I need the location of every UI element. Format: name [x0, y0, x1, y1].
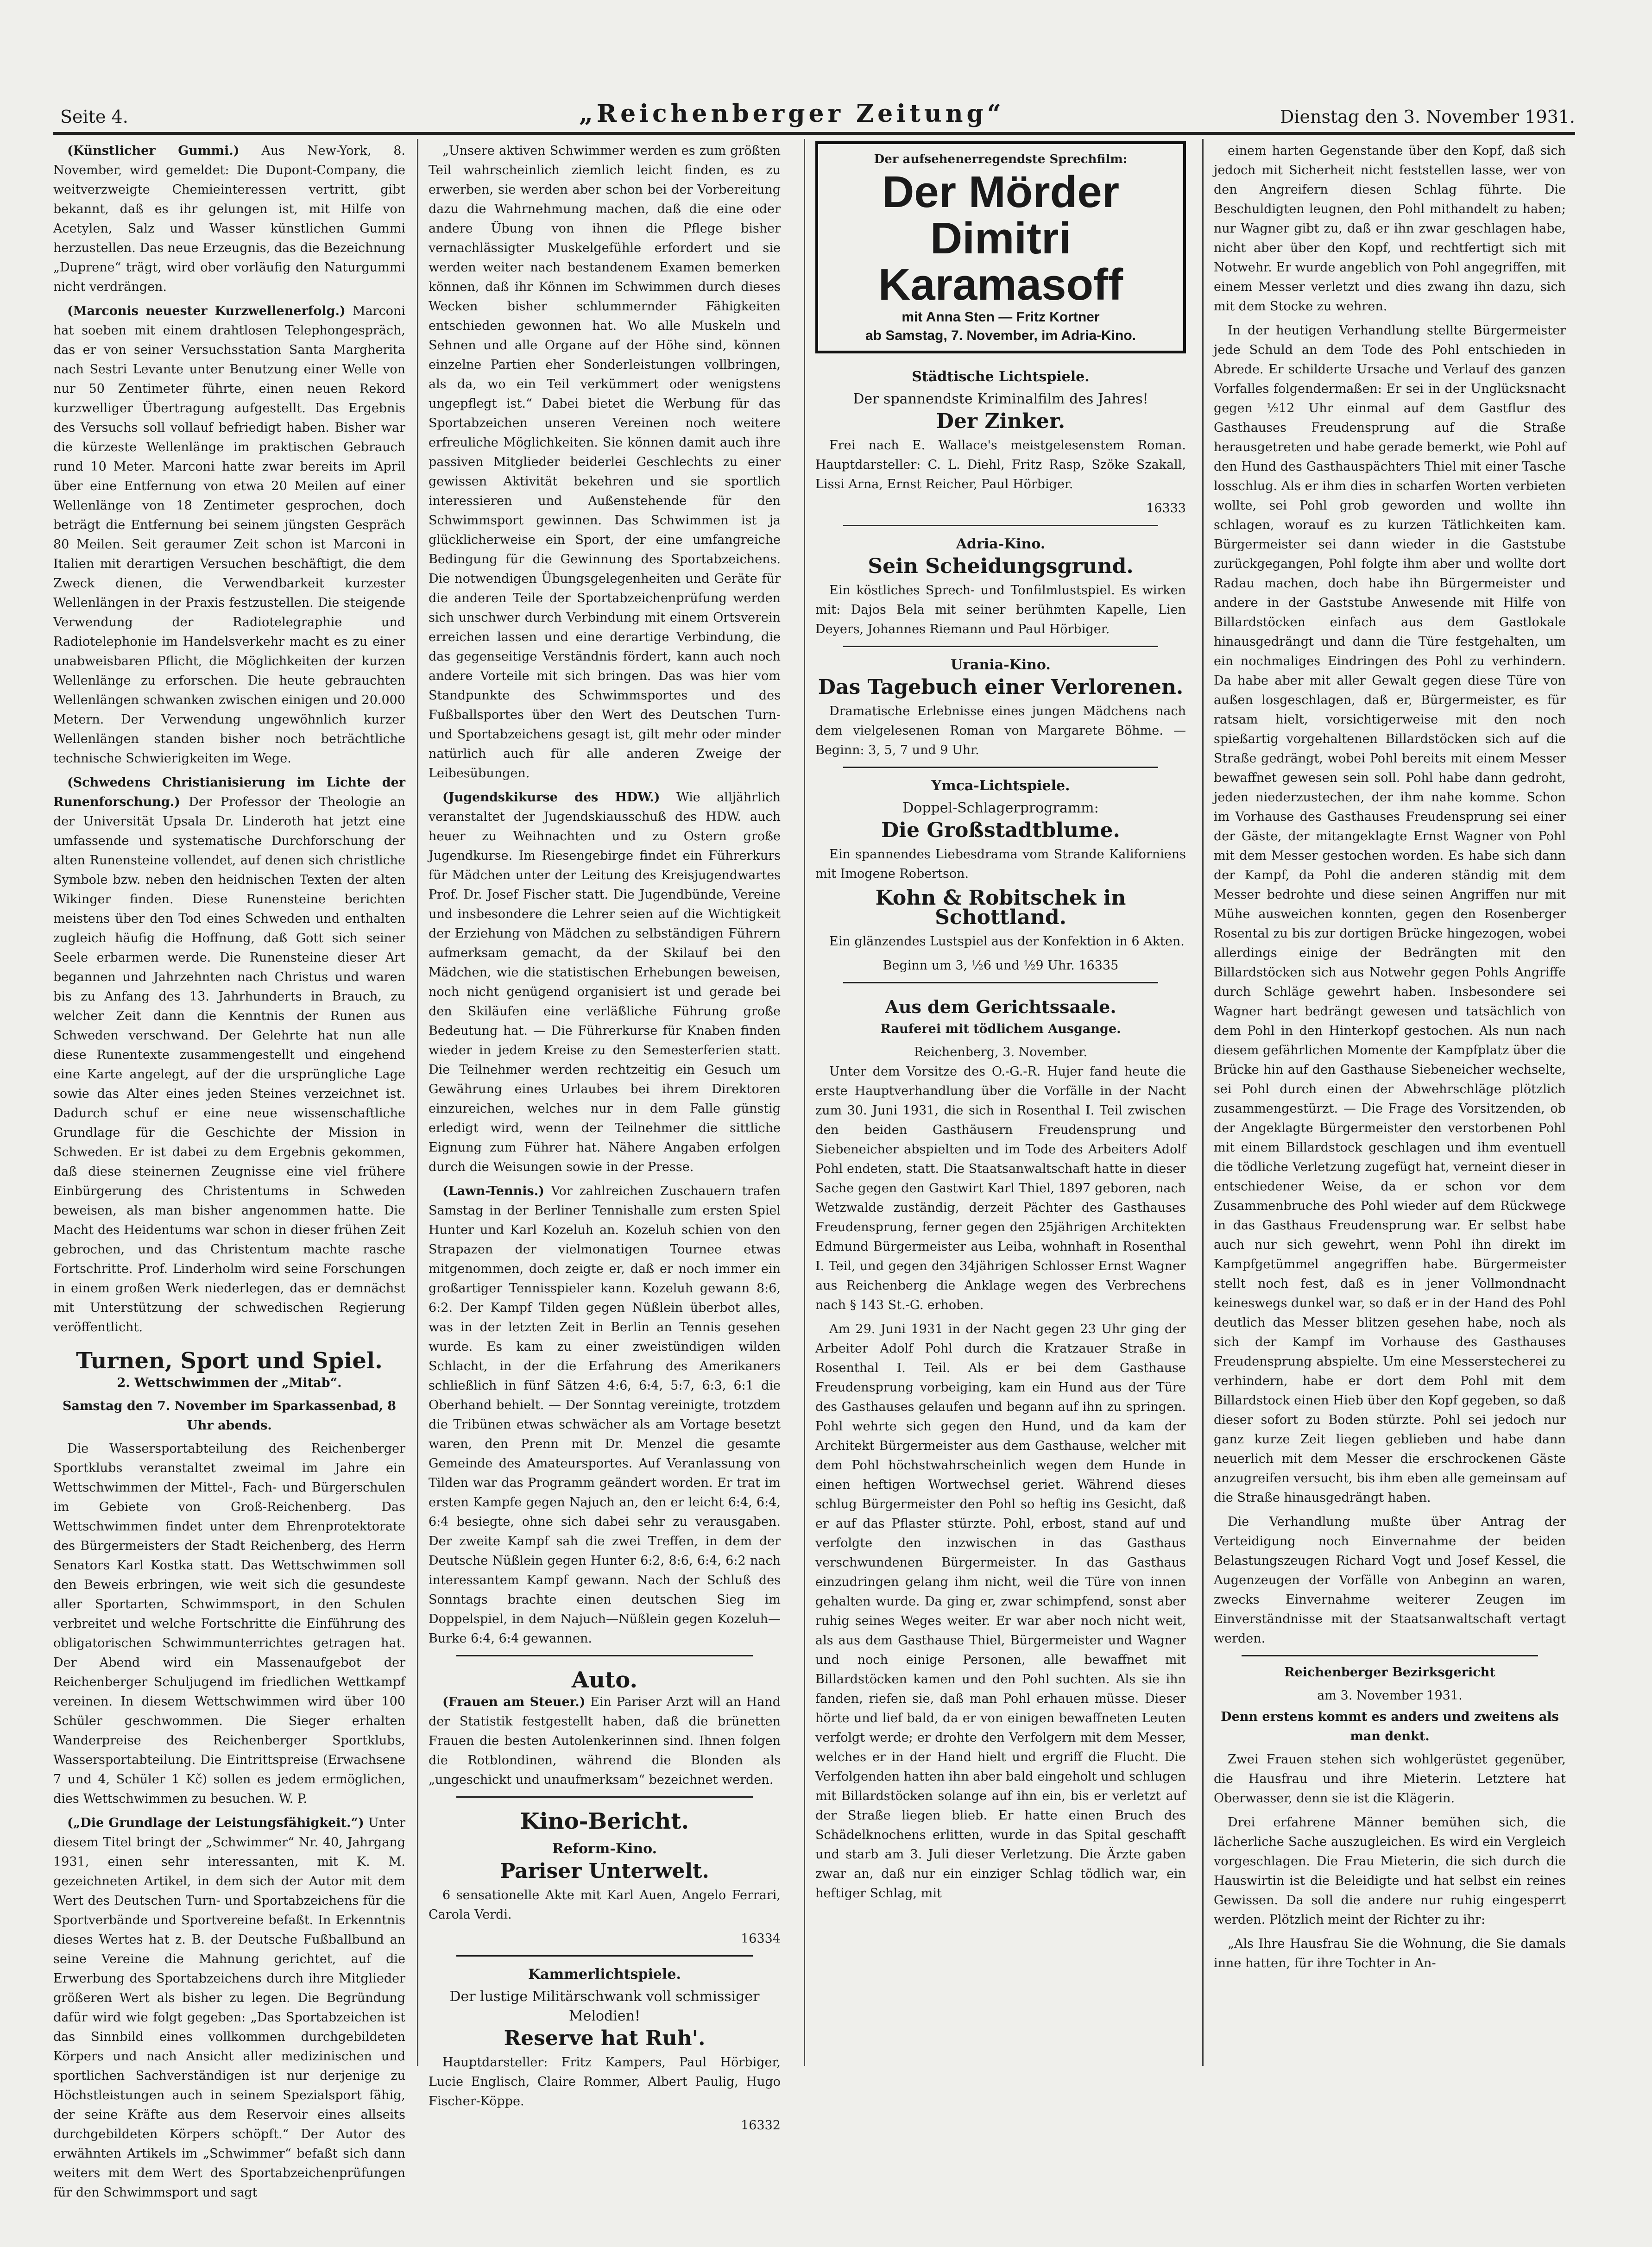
divider [843, 525, 1158, 526]
section-heading-court: Aus dem Gerichtssaale. [885, 996, 1116, 1017]
film-description: Ein spannendes Liebesdrama vom Strande Kaliforniens mit Imogene Robertson. [815, 847, 1186, 881]
column-2 [429, 141, 781, 2133]
film-description: Frei nach E. Wallace's meistgelesenstem Roman. Hauptdarsteller: C. L. Diehl, Fritz Rasp, Szöke Szakall, Lissi Arna, Ernst Reicher, Paul Hörbiger. [815, 438, 1186, 491]
newspaper-title: „Reichenberger Zeitung“ [579, 100, 1005, 128]
ad-number: 16333 [1146, 501, 1186, 516]
cinema-name: Ymca-Lichtspiele. [931, 778, 1070, 794]
film-title: Kohn & Robitschek in Schottland. [875, 886, 1126, 929]
divider [843, 646, 1158, 647]
section-heading-cinema: Kino-Bericht. [520, 1808, 689, 1834]
cinema-name: Kammerlichtspiele. [528, 1966, 681, 1983]
ad-title: Der Mörder Dimitri Karamasoff [878, 167, 1123, 309]
film-description: Hauptdarsteller: Fritz Kampers, Paul Hörbiger, Lucie Englisch, Claire Rommer, Albert Paulig, Hugo Fischer-Köppe. [429, 2055, 781, 2109]
film-tagline: Doppel-Schlagerprogramm: [902, 800, 1099, 816]
film-description: Ein glänzendes Lustspiel aus der Konfektion in 6 Akten. [829, 934, 1185, 949]
issue-date: Dienstag den 3. November 1931. [1280, 107, 1575, 127]
article-ski-courses: (Jugendskikurse des HDW.) Wie alljährlich veranstaltet der Jugendskiausschuß des HDW. auch heuer zu Weihnachten und zu Ostern große Jugendkurse. Im Riesengebirge findet ein Führerkurs für Mädchen unter der Leitung des Kreisjugendwartes Prof. Dr. Josef Fischer statt. Die Jugendbünde, Vereine und insbesondere die Lehrer seien auf die Wichtigkeit der Erziehung von Mädchen zu selbständigen Führern aufmerksam gemacht, da der Skilauf bei den Mädchen, wie die statistischen Erhebungen beweisen, noch nicht genügend organisiert ist und gerade bei den Skiläufen eine verläßliche Führung große Bedeutung hat. — Die Führerkurse für Knaben finden wieder in jedem Kreise zu den Semesterferien statt. Die Teilnehmer werden rechtzeitig ein Gesuch um Gewährung eines Urlaubes bei ihrem Direktoren einzureichen, welches nur in dem Falle günstig erledigt wird, wenn der Teilnehmer die sittliche Eignung zum Führer hat. Nähere Angaben erfolgen durch die Weisungen sowie in der Presse. [429, 790, 781, 1174]
dateline: Reichenberg, 3. November. [914, 1045, 1088, 1059]
column-rule [417, 139, 418, 2066]
divider [456, 1955, 753, 1957]
column-rule [804, 139, 805, 2066]
district-court-date: am 3. November 1931. [1317, 1688, 1463, 1703]
divider [843, 982, 1158, 983]
film-tagline: Der spannendste Kriminalfilm des Jahres! [853, 391, 1148, 407]
article-tennis: (Lawn-Tennis.) Vor zahlreichen Zuschauern trafen Samstag in der Berliner Tennishalle zum ersten Spiel Hunter und Karl Kozeluh an. Kozeluh schien von den Strapazen der vielmonatigen Tournee etwas mitgenommen, doch zeigte er, daß er noch immer ein großartiger Tennisspieler kann. Kozeluh gewann 8:6, 6:2. Der Kampf Tilden gegen Nüßlein überbot alles, was in der letzten Zeit in Berlin an Tennis gesehen wurde. Es kam zu einer zweistündigen wilden Schlacht, in der die Erfahrung des Amerikaners schließlich in fünf Sätzen 4:6, 6:4, 5:7, 6:3, 6:1 die Oberhand behielt. — Der Sonntag vereinigte, trotzdem die Tribünen etwas schwächer als am Vortage besetzt waren, den Prenn mit Dr. Menzel die gesamte Gemeinde des Amateursportes. Auf Veranlassung von Tilden war das Programm geändert worden. Er trat im ersten Kampfe gegen Najuch an, den er leicht 6:4, 6:4, 6:4 besiegte, ohne sich dabei sehr zu verausgaben. Der zweite Kampf sah die zwei Treffen, in dem der Deutsche Nüßlein gegen Hunter 6:2, 8:6, 6:4, 6:2 nach interessantem Kampf gewann. Nach der Schluß des Sonntags brachte einen deutschen Sieg im Doppelspiel, in dem Najuch—Nüßlein gegen Kozeluh—Burke 6:4, 6:4 gewannen. [429, 1184, 781, 1646]
article-court-1: Unter dem Vorsitze des O.-G.-R. Hujer fand heute die erste Hauptverhandlung über die Vorfälle in der Nacht zum 30. Juni 1931, die sich in Rosenthal I. Teil zwischen den beiden Gasthäusern Freudensprung und Siebeneicher abspielten und im Tode des Arbeiters Adolf Pohl endeten, statt. Die Staatsanwaltschaft hatte in dieser Sache gegen den Gastwirt Karl Thiel, 1897 geboren, nach Wetzwalde zuständig, derzeit Pächter des Gasthauses Freudensprung, ferner gegen den 25jährigen Architekten Edmund Bürgermeister aus Leiba, wohnhaft in Rosenthal I. Teil, und gegen den 34jährigen Schlosser Ernst Wagner aus Reichenberg die Anklage wegen des Verbrechens nach § 143 St.-G. erhoben. [815, 1064, 1186, 1312]
ad-number: 16334 [741, 1932, 781, 1946]
masthead [46, 95, 1575, 127]
article-district-1: Zwei Frauen stehen sich wohlgerüstet gegenüber, die Hausfrau und ihre Mieterin. Letztere hat Oberwasser, denn sie ist die Klägerin. [1214, 1752, 1566, 1806]
divider [456, 1655, 753, 1656]
ad-kicker: Der aufsehenerregendste Sprechfilm: [874, 152, 1128, 166]
page-number: Seite 4. [60, 107, 128, 127]
ad-number: 16335 [1078, 958, 1119, 973]
ad-date: ab Samstag, 7. November, im Adria-Kino. [865, 328, 1136, 343]
masthead-rule [53, 132, 1575, 135]
cinema-name: Urania-Kino. [951, 657, 1051, 673]
section-heading-district-court: Reichenberger Bezirksgericht [1284, 1665, 1495, 1680]
showtimes: Beginn um 3, ½6 und ½9 Uhr. 16335 [883, 958, 1119, 973]
article-swim-continued: „Unsere aktiven Schwimmer werden es zum größten Teil wahrscheinlich ziemlich leicht finden, es zu erwerben, sie werden aber schon bei der Vorbereitung dazu die Wahrnehmung machen, daß die eine oder andere Übung von ihnen die Pflege bisher vernachlässigter Muskelgefühle erfordert und sie werden weiter nach bestandenem Examen bemerken können, daß ihr Können im Schwimmen durch dieses Wecken bisher schlummernder Fähigkeiten entschieden gewonnen hat. Wo alle Muskeln und Sehnen und alle Organe auf der Höhe sind, können einzelne Partien eher Sonderleistungen vollbringen, als da, wo ein Teil verkümmert oder wenigstens ungepflegt ist.“ Dabei bietet die Werbung für das Sportabzeichen unseren Vereinen noch weitere erfreuliche Möglichkeiten. Sie können damit auch ihre passiven Mitglieder beiderlei Geschlechts zu einer gewissen Aktivität bekehren und sie sportlich interessieren und Außenstehende für den Schwimmsport gewinnen. Das Schwimmen ist ja glücklicherweise ein Sport, der eine umfangreiche Bedingung für die Gewinnung des Sportabzeichens. Die notwendigen Übungsgelegenheiten und Geräte für die anderen Teile der Sportabzeichenprüfung werden sich unschwer durch Verbindung mit einem Ortsverein erreichen lassen und eine derartige Verbindung, die das gegenseitige Verständnis fördert, kann auch noch andere Vorteile mit sich bringen. Das was hier vom Standpunkte des Schwimmsportes und des Fußballsportes über den Wert des Deutschen Turn- und Sportabzeichens gesagt ist, gilt mehr oder minder natürlich auch für alle anderen Zweige der Leibesübungen. [429, 144, 781, 780]
film-tagline: Der lustige Militärschwank voll schmissiger Melodien! [449, 1989, 760, 2024]
cinema-name: Adria-Kino. [956, 536, 1046, 552]
article-swim-contest: Die Wassersportabteilung des Reichenberger Sportklubs veranstaltet zweimal im Jahre ein Wettschwimmen der Mittel-, Fach- und Bürgerschulen im Gebiete von Groß-Reichenberg. Das Wettschwimmen findet unter dem Ehrenprotektorate des Bürgermeisters der Stadt Reichenberg, des Herrn Senators Karl Kostka statt. Das Wettschwimmen soll den Beweis erbringen, wie weit sich die gesundeste aller Sportarten, Schwimmsport, in den Schulen verbreitet und welche Fortschritte die Einführung des obligatorischen Schwimmunterrichtes getragen hat. Der Abend wird ein Massenaufgebot der Reichenberger Schuljugend im friedlichen Wettkampf vereinen. In diesem Wettschwimmen wird über 100 Schüler geschwommen. Die Sieger erhalten Wanderpreise des Reichenberger Sportklubs, Wassersportabteilung. Die Eintrittspreise (Erwachsene 7 und 4, Schüler 1 Kč) sollen es jedem ermöglichen, dies Wettschwimmen zu besuchen. W. P. [53, 1441, 405, 1806]
film-description: Ein köstliches Sprech- und Tonfilmlustspiel. Es wirken mit: Dajos Bela mit seiner berühmten Kapelle, Lien Deyers, Johannes Riemann und Paul Hörbiger. [815, 583, 1186, 636]
film-description: Dramatische Erlebnisse eines jungen Mädchens nach dem vielgelesenen Roman von Margarete Böhme. — Beginn: 3, 5, 7 und 9 Uhr. [815, 704, 1186, 757]
film-title: Sein Scheidungsgrund. [868, 554, 1134, 578]
article-women-drivers: (Frauen am Steuer.) Ein Pariser Arzt will an Hand der Statistik festgestellt haben, daß die brünetten Frauen die besten Autolenkerinnen sind. Ihnen folgen die Rotblondinen, während die Blonden als „ungeschickt und unaufmerksam“ bezeichnet werden. [429, 1695, 781, 1787]
film-title: Reserve hat Ruh'. [504, 2027, 706, 2050]
article-district-2: Drei erfahrene Männer bemühen sich, die lächerliche Sache auszugleichen. Es wird ein Vergleich vorgeschlagen. Die Frau Mieterin, die sich durch die Hauswirtin ist die Beleidigte und hat selbst ein reines Gewissen. Da soll die andere nur ruhig eingesperrt werden. Plötzlich meint der Richter zu ihr: [1214, 1815, 1566, 1927]
film-advertisement [815, 141, 1186, 353]
section-heading-auto: Auto. [571, 1667, 638, 1693]
article-performance: („Die Grundlage der Leistungsfähigkeit.“) Unter diesem Titel bringt der „Schwimmer“ Nr. 40, Jahrgang 1931, einen sehr interessanten, mit K. M. gezeichneten Artikel, in dem sich der Autor mit dem Wert des Deutschen Turn- und Sportabzeichens für die Sportverbände und Sportvereine befaßt. In Erkenntnis dieses Wertes hat z. B. der Deutsche Fußballbund an seine Vereine die Mahnung gerichtet, auf die Erwerbung des Sportabzeichens durch ihre Mitglieder größeren Wert als bisher zu legen. Die Begründung dafür wird wie folgt gegeben: „Das Sportabzeichen ist das Sinnbild eines vollkommen durchgebildeten Körpers und nach Ansicht aller medizinischen und sportlichen Sachverständigen ist nur derjenige zu Höchstleistungen auch in seinem Spezialsport fähig, der seine Kräfte aus dem Reservoir eines allseits durchgebildeten Körpers schöpft.“ Der Autor des erwähnten Artikels im „Schwimmer“ befaßt sich dann weiters mit dem Wert des Sportabzeichenprüfungen für den Schwimmsport und sagt [53, 1816, 405, 2200]
column-3 [815, 141, 1186, 2064]
ad-number: 16332 [741, 2118, 781, 2133]
film-description: 6 sensationelle Akte mit Karl Auen, Angelo Ferrari, Carola Verdi. [429, 1888, 781, 1922]
district-court-subheading: Denn erstens kommt es anders und zweitens als man denkt. [1221, 1710, 1559, 1743]
article-court-adjourned: Die Verhandlung mußte über Antrag der Verteidigung noch Einvernahme der beiden Belastungszeugen Richard Vogt und Josef Kessel, die Augenzeugen der Vorfälle von Anbeginn an waren, zwecks Einvernahme weiterer Zeugen im Einverständnisse mit der Staatsanwaltschaft vertagt werden. [1214, 1515, 1566, 1646]
film-title: Das Tagebuch einer Verlorenen. [818, 675, 1184, 699]
column-1 [53, 141, 406, 2200]
column-4 [1214, 141, 1566, 2064]
divider [843, 767, 1158, 768]
cinema-name: Reform-Kino. [552, 1841, 657, 1857]
article-artificial-rubber: (Künstlicher Gummi.) Aus New-York, 8. November, wird gemeldet: Die Dupont-Company, die weitverzweigte Chemieinteressen vertritt, gibt bekannt, daß es ihr gelungen ist, mit Hilfe von Acetylen, Salz und Wasser künstlichen Gummi herzustellen. Das neue Erzeugnis, das die Bezeichnung „Duprene“ trägt, wird ober vorläufig den Naturgummi nicht verdrängen. [53, 144, 406, 294]
cinema-name: Städtische Lichtspiele. [912, 369, 1090, 385]
article-court-hearing: In der heutigen Verhandlung stellte Bürgermeister jede Schuld an dem Tode des Pohl entschieden in Abrede. Er schilderte Ursache und Verlauf des ganzen Vorfalles folgendermaßen: Er sei in der Unglücksnacht gegen ½12 Uhr einmal auf dem Gastflur des Gasthauses Freudensprung auf die Straße herausgetreten und habe gerade bemerkt, wie Pohl auf den Hund des Gasthauspächters Thiel mit einer Tasche losschlug. Als er ihm dies in scharfen Worten verbieten wollte, sei Pohl grob geworden und wollte ihn schlagen, worauf es zu kurzen Tätlichkeiten kam. Bürgermeister sei dann wieder in die Gaststube zurückgegangen, Pohl folgte ihm aber und wollte dort Radau machen, doch habe ihn Bürgermeister und andere in der Gaststube Anwesende mit Hilfe von Billardstöcken einfach aus dem Gastlokale hinausgedrängt und dann die Türe festgehalten, um ein nochmaliges Eindringen des Pohl zu verhindern. Da habe aber mit aller Gewalt gegen diese Türe von außen losgeschlagen, daß er, Bürgermeister, es für ratsam hielt, vorsichtigerweise mit den noch spießartig vorgehaltenen Billardstöcken sich auf die Straße gedrängt, wobei Pohl bereits mit einem Messer bewaffnet gewesen sein soll. Pohl habe dann gedroht, jeden niederzustechen, der ihm nahe komme. Schon im Vorhause des Gasthauses Freudensprung sei einer der Gäste, der mitangeklagte Ernst Wagner von Pohl mit dem Messer gestochen worden. Es habe sich dann der Kampf, da Pohl die anderen ständig mit dem Messer bedrohte und diese seinen Angriffen nur mit Mühe ausweichen konnten, gegen den Rosenberger Rosental zu bis zur dortigen Brücke hingezogen, wobei allerdings einige der Bedrängten mit den Billardstöcken sich aus Notwehr gegen Pohls Angriffe durch Schläge gewehrt haben. Insbesondere sei Wagner hart bedrängt gewesen und tatsächlich von dem Pohl in den Hinterkopf gestochen. Als nun nach diesem gefährlichen Momente der Kampfplatz über die Brücke hin auf den Gasthause Siebeneicher wechselte, sei Pohl durch einen der Abwehrschläge plötzlich zusammengestürzt. — Die Frage des Vorsitzenden, ob der Angeklagte Bürgermeister den verstorbenen Pohl mit einem Billardstock geschlagen und ihm eventuell die tödliche Verletzung zugefügt hat, verneint dieser in entschiedener Weise, da er schon vor dem Zusammenbruche des Pohl wieder auf dem Rückwege in das Gasthaus Freudensprung war. Er selbst habe auch nur sich gewehrt, wenn Pohl ihn direkt im Kampfgetümmel angegriffen habe. Bürgermeister stellt noch fest, daß es in jener Vollmondnacht keineswegs dunkel war, so daß er in der Hand des Pohl deutlich das Messer blitzen gesehen habe, noch als sich der Kampf im Vorhause des Gasthauses Freudensprung abspielte. Um eine Messerstecherei zu verhindern, habe er dort dem Pohl mit dem Billardstock einen Hieb über den Kopf gegeben, so daß dieser sofort zu Boden stürzte. Pohl sei jedoch nur ganz kurze Zeit liegen geblieben und habe dann neuerlich mit dem Messer die erschrockenen Gäste anzugreifen versucht, bis ihm eben alle gemeinsam auf die Straße hinausgedrängt haben. [1214, 323, 1566, 1505]
divider [456, 1796, 753, 1798]
court-subheading: Rauferei mit tödlichem Ausgange. [880, 1022, 1121, 1036]
film-title: Pariser Unterwelt. [500, 1859, 709, 1883]
article-marconi: (Marconis neuester Kurzwellenerfolg.) Marconi hat soeben mit einem drahtlosen Telephongespräch, das er von seiner Versuchsstation Santa Margherita nach Sestri Levante unter Benutzung einer Welle von nur 50 Zentimeter führte, einen neuen Rekord kurzwelliger Übertragung aufgestellt. Das Ergebnis des Versuchs soll vollauf befriedigt haben. Bisher war die kürzeste Wellenlänge im praktischen Gebrauch rund 10 Meter. Marconi hatte zwar bereits im April über eine Entfernung von etwa 20 Meilen auf einer Wellenlänge von 18 Zentimeter gesprochen, doch beträgt die Entfernung bei seinem jüngsten Gespräch 80 Meilen. Seit geraumer Zeit schon ist Marconi in Italien mit derartigen Versuchen beschäftigt, die dem Zweck dienen, die Verwendbarkeit kurzester Wellenlängen in der Praxis festzustellen. Die steigende Verwendung der Radiotelegraphie und Radiotelephonie im Handelsverkehr macht es zu einer unabweisbaren Pflicht, die Möglichkeiten der kurzen Wellenlänge zu erforschen. Die heute gebrauchten Wellenlängen schwanken zwischen einigen und 20.000 Metern. Der Verwendung ungewöhnlich kurzer Wellenlängen standen bisher noch beträchtliche technische Schwierigkeiten im Wege. [53, 304, 405, 766]
section-heading-sport: Turnen, Sport und Spiel. [76, 1348, 383, 1374]
divider [1242, 1655, 1538, 1656]
ad-cast: mit Anna Sten — Fritz Kortner [902, 309, 1100, 325]
article-court-continued: einem harten Gegenstande über den Kopf, daß sich jedoch mit Sicherheit nicht feststellen lasse, wer von den Angreifern diesen Schlag führte. Die Beschuldigten leugnen, den Pohl mithandelt zu haben; nur Wagner gibt zu, daß er ihn zwar geschlagen habe, nicht aber über den Kopf, und rechtfertigt sich mit Notwehr. Er wurde angeblich von Pohl angegriffen, mit einem Messer verletzt und dies zwang ihn dazu, sich mit dem Stocke zu wehren. [1214, 144, 1566, 314]
column-rule [1202, 139, 1204, 2066]
film-title: Der Zinker. [936, 409, 1066, 433]
sport-subheading: 2. Wettschwimmen der „Mitab“. [117, 1376, 342, 1390]
sport-date-line: Samstag den 7. November im Sparkassenbad, 8 Uhr abends. [62, 1399, 397, 1433]
film-title: Die Großstadtblume. [881, 818, 1120, 842]
article-court-2: Am 29. Juni 1931 in der Nacht gegen 23 Uhr ging der Arbeiter Adolf Pohl durch die Kratzauer Straße in Rosenthal I. Teil. Als er bei dem Gasthause Freudensprung vorbeiging, kam ein Hund aus der Türe des Gasthauses gelaufen und begann auf ihn zu springen. Pohl wehrte sich gegen den Hund, und da kam der Architekt Bürgermeister aus dem Gasthause, welcher mit dem Pohl höchstwahrscheinlich wegen dem Hunde in einen heftigen Wortwechsel geriet. Während dieses schlug Bürgermeister den Pohl so heftig ins Gesicht, daß er auf das Pflaster stürzte. Pohl, erbost, stand auf und verfolgte den inzwischen in das Gasthaus verschwundenen Bürgermeister. In das Gasthaus einzudringen gelang ihm nicht, weil die Türe von innen gehalten wurde. Da ging er, zwar schimpfend, sonst aber ruhig seines Weges weiter. Er war aber noch nicht weit, als aus dem Gasthause Thiel, Bürgermeister und Wagner und noch einige Personen, alle bewaffnet mit Billardstöcken kamen und den Pohl suchten. Als sie ihn fanden, riefen sie, daß man Pohl erhauen müsse. Dieser hörte und lief bald, da er von einigen bewaffneten Leuten verfolgt werde; er drohte den Verfolgern mit dem Messer, welches er in der Hand hielt und ergriff die Flucht. Die Verfolgenden hatten ihn aber bald eingeholt und schlugen mit Billardstöcken solange auf ihn ein, bis er verletzt auf der Straße liegen blieb. Er hatte einen Bruch des Schädelknochens erlitten, wurde in das Spital geschafft und starb am 3. Juli dieser Verletzung. Die Ärzte gaben zwar an, daß nur ein einziger Schlag tödlich war, ein heftiger Schlag, mit [815, 1322, 1186, 1901]
article-runes: (Schwedens Christianisierung im Lichte der Runenforschung.) Der Professor der Theologie an der Universität Upsala Dr. Linderoth hat jetzt eine umfassende und systematische Durchforschung der alten Runensteine vollendet, auf denen sich christliche Symbole bzw. neben den heidnischen Texten der alten Wikinger finden. Diese Runensteine berichten meistens über den Tod eines Schweden und enthalten zugleich häufig die Hoffnung, daß Gott sich seiner Seele erbarmen werde. Die Runensteine dieser Art begannen und Jahrzehnten nach Christus und waren bis zu Anfang des 13. Jahrhunderts in Brauch, zu welcher Zeit dann die Kenntnis der Runen aus Schweden verschwand. Der Gelehrte hat nun alle diese Runentexte zusammengestellt und eingehend eine Karte angelegt, auf der die ursprüngliche Lage sowie das Alter eines jeden Steines verzeichnet ist. Dadurch schuf er eine neue wissenschaftliche Grundlage für die Geschichte der Mission in Schweden. Er ist dabei zu dem Ergebnis gekommen, daß diese steinernen Zeugnisse eine viel frühere Einbürgerung des Christentums in Schweden beweisen, als man bisher angenommen hatte. Die Macht des Heidentums war schon in dieser frühen Zeit gebrochen, und das Christentum machte rasche Fortschritte. Prof. Linderholm wird seine Forschungen in einem großen Werk niederlegen, das er demnächst mit Unterstützung der schwedischen Regierung veröffentlicht. [53, 775, 405, 1334]
article-district-3: „Als Ihre Hausfrau Sie die Wohnung, die Sie damals inne hatten, für ihre Tochter in An- [1214, 1937, 1566, 1970]
